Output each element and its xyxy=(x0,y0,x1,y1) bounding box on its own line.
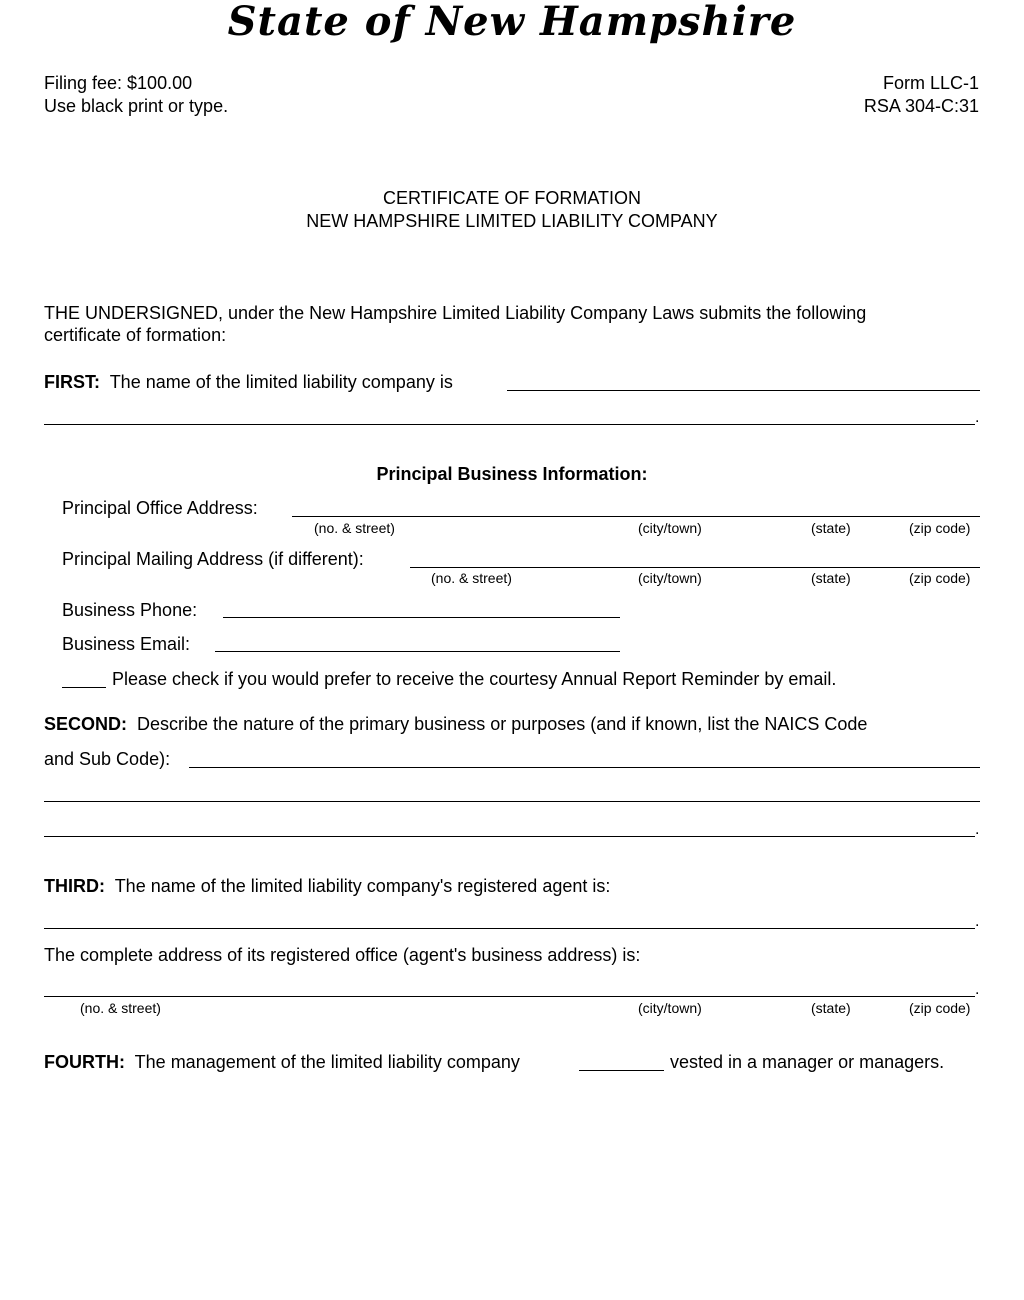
intro-line1: THE UNDERSIGNED, under the New Hampshire Limited Liability Company Laws submits the following xyxy=(44,303,867,323)
business-purpose-field[interactable] xyxy=(189,767,980,768)
business-email-label: Business Email: xyxy=(62,634,191,654)
sub-city-label: (city/town) xyxy=(638,520,702,536)
period-mark: . xyxy=(975,913,980,930)
principal-office-label: Principal Office Address: xyxy=(62,498,258,518)
sub-city-label: (city/town) xyxy=(638,1000,702,1016)
intro-line2: certificate of formation: xyxy=(44,325,227,345)
fourth-text-before: The management of the limited liability company xyxy=(134,1052,520,1072)
business-email-field[interactable] xyxy=(215,651,620,652)
email-reminder-checkbox[interactable] xyxy=(62,687,106,688)
business-phone-label: Business Phone: xyxy=(62,600,198,620)
sub-state-label: (state) xyxy=(811,1000,851,1016)
principal-heading: Principal Business Information: xyxy=(376,464,648,484)
filing-fee: Filing fee: $100.00 xyxy=(44,73,193,93)
rsa-reference: RSA 304-C:31 xyxy=(863,96,979,116)
business-phone-field[interactable] xyxy=(223,617,620,618)
registered-agent-name-field[interactable] xyxy=(44,928,975,929)
fourth-text-after: vested in a manager or managers. xyxy=(670,1052,945,1072)
fourth-label: FOURTH: xyxy=(44,1052,125,1072)
sub-zip-label: (zip code) xyxy=(909,570,971,586)
period-mark: . xyxy=(975,821,980,838)
second-label: SECOND: xyxy=(44,714,128,734)
second-text-line1: Describe the nature of the primary business or purposes (and if known, list the NAICS Code xyxy=(137,714,868,734)
form-id: Form LLC-1 xyxy=(882,73,979,93)
principal-office-address-field[interactable] xyxy=(292,516,980,517)
business-purpose-field-line2[interactable] xyxy=(44,801,980,802)
period-mark: . xyxy=(975,981,980,998)
principal-mailing-address-field[interactable] xyxy=(410,567,980,568)
first-text: The name of the limited liability company is xyxy=(109,372,453,392)
sub-street-label: (no. & street) xyxy=(431,570,512,586)
first-section xyxy=(44,373,453,391)
second-text-line2: and Sub Code): xyxy=(44,749,171,769)
sub-city-label: (city/town) xyxy=(638,570,702,586)
company-name-field-line2[interactable] xyxy=(44,424,975,425)
principal-mailing-label: Principal Mailing Address (if different): xyxy=(62,549,364,569)
period-mark: . xyxy=(975,409,980,426)
third-text: The name of the limited liability company's registered agent is: xyxy=(114,876,611,896)
email-reminder-text: Please check if you would prefer to receive the courtesy Annual Report Reminder by email. xyxy=(112,669,837,689)
business-purpose-field-line3[interactable] xyxy=(44,836,975,837)
registered-office-text: The complete address of its registered office (agent's business address) is: xyxy=(44,945,641,965)
second-section xyxy=(44,715,867,733)
sub-street-label: (no. & street) xyxy=(80,1000,161,1016)
form-title-line1: CERTIFICATE OF FORMATION xyxy=(383,188,641,208)
registered-office-address-field[interactable] xyxy=(44,996,975,997)
sub-state-label: (state) xyxy=(811,520,851,536)
third-label: THIRD: xyxy=(44,876,105,896)
management-vesting-field[interactable] xyxy=(579,1070,664,1071)
company-name-field[interactable] xyxy=(507,390,980,391)
sub-zip-label: (zip code) xyxy=(909,1000,971,1016)
third-section xyxy=(44,877,610,895)
instruction-text: Use black print or type. xyxy=(44,96,229,116)
state-title: State of New Hampshire xyxy=(227,0,797,45)
sub-zip-label: (zip code) xyxy=(909,520,971,536)
first-label: FIRST: xyxy=(44,372,100,392)
sub-state-label: (state) xyxy=(811,570,851,586)
fourth-section xyxy=(44,1053,520,1071)
sub-street-label: (no. & street) xyxy=(314,520,395,536)
form-title-line2: NEW HAMPSHIRE LIMITED LIABILITY COMPANY xyxy=(306,211,718,231)
